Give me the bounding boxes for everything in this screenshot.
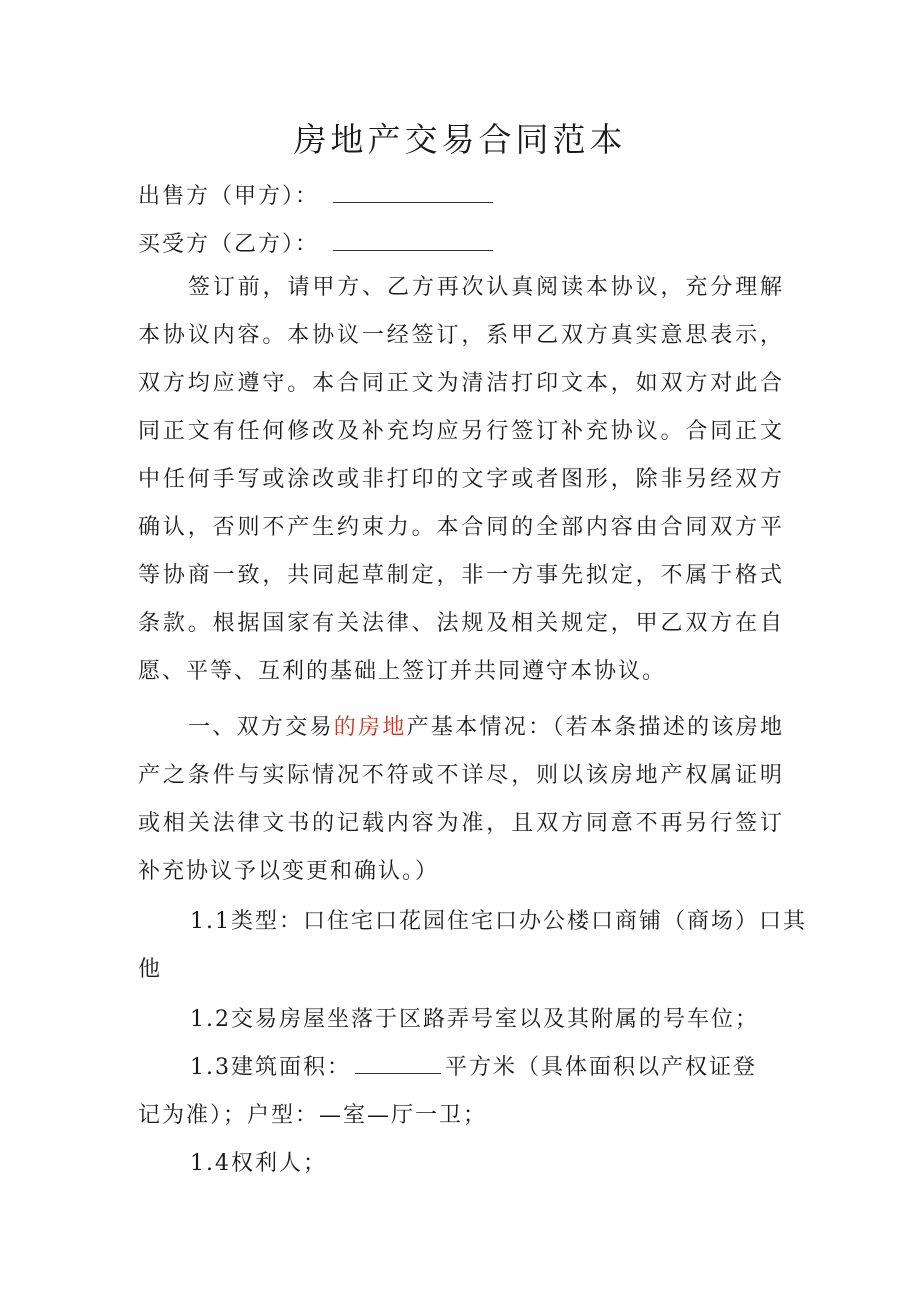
seller-line [138,180,493,213]
item-1-1-continued: 他 [138,957,163,982]
preamble-paragraph: 签订前，请甲方、乙方再次认真阅读本协议，充分理解本协议内容。本协议一经签订，系甲乙双方真实意思表示，双方均应遵守。本合同正文为清洁打印文本，如双方对此合同正文有任何修改及补充均应另行签订补充协议。合同正文中任何手写或涂改或非打印的文字或者图形，除非另经双方确认，否则不产生约束力。本合同的全部内容由合同双方平等协商一致，共同起草制定，非一方事先拟定，不属于格式条款。根据国家有关法律、法规及相关规定，甲乙双方在自愿、平等、互利的基础上签订并共同遵守本协议。 [138,275,784,684]
buyer-line [138,228,493,261]
buyer-label: 买受方（乙方）： [138,232,320,257]
document-title: 房地产交易合同范本 [293,120,627,159]
item-1-3-unit: 平方米（具体面积以产权证登 [445,1055,758,1080]
seller-blank[interactable] [333,180,493,203]
area-blank[interactable] [355,1053,441,1074]
section-1-suffix: 产基本情况：（若本条描述的该房地产之条件与实际情况不符或不详尽，则以该房地产权属证明或相关法律文书的记载内容为准，且双方同意不再另行签订补充协议予以变更和确认。） [138,715,784,884]
section-1-paragraph [138,704,784,896]
item-1-1: 1.1类型：口住宅口花园住宅口办公楼口商铺（商场）口其 [190,909,807,934]
item-1-3-label: 1.3建筑面积： [190,1055,351,1080]
buyer-blank[interactable] [333,228,493,251]
section-1-prefix: 一、双方交易 [188,715,334,740]
seller-label: 出售方（甲方）： [138,184,320,209]
item-1-2: 1.2交易房屋坐落于区路弄号室以及其附属的号车位； [190,1007,759,1032]
item-1-4: 1.4权利人； [190,1151,327,1176]
item-1-3-continued: 记为准）；户型：—室—厅一卫； [138,1103,488,1128]
item-1-3 [138,1044,850,1092]
section-1-highlight: 的房地 [333,715,407,740]
